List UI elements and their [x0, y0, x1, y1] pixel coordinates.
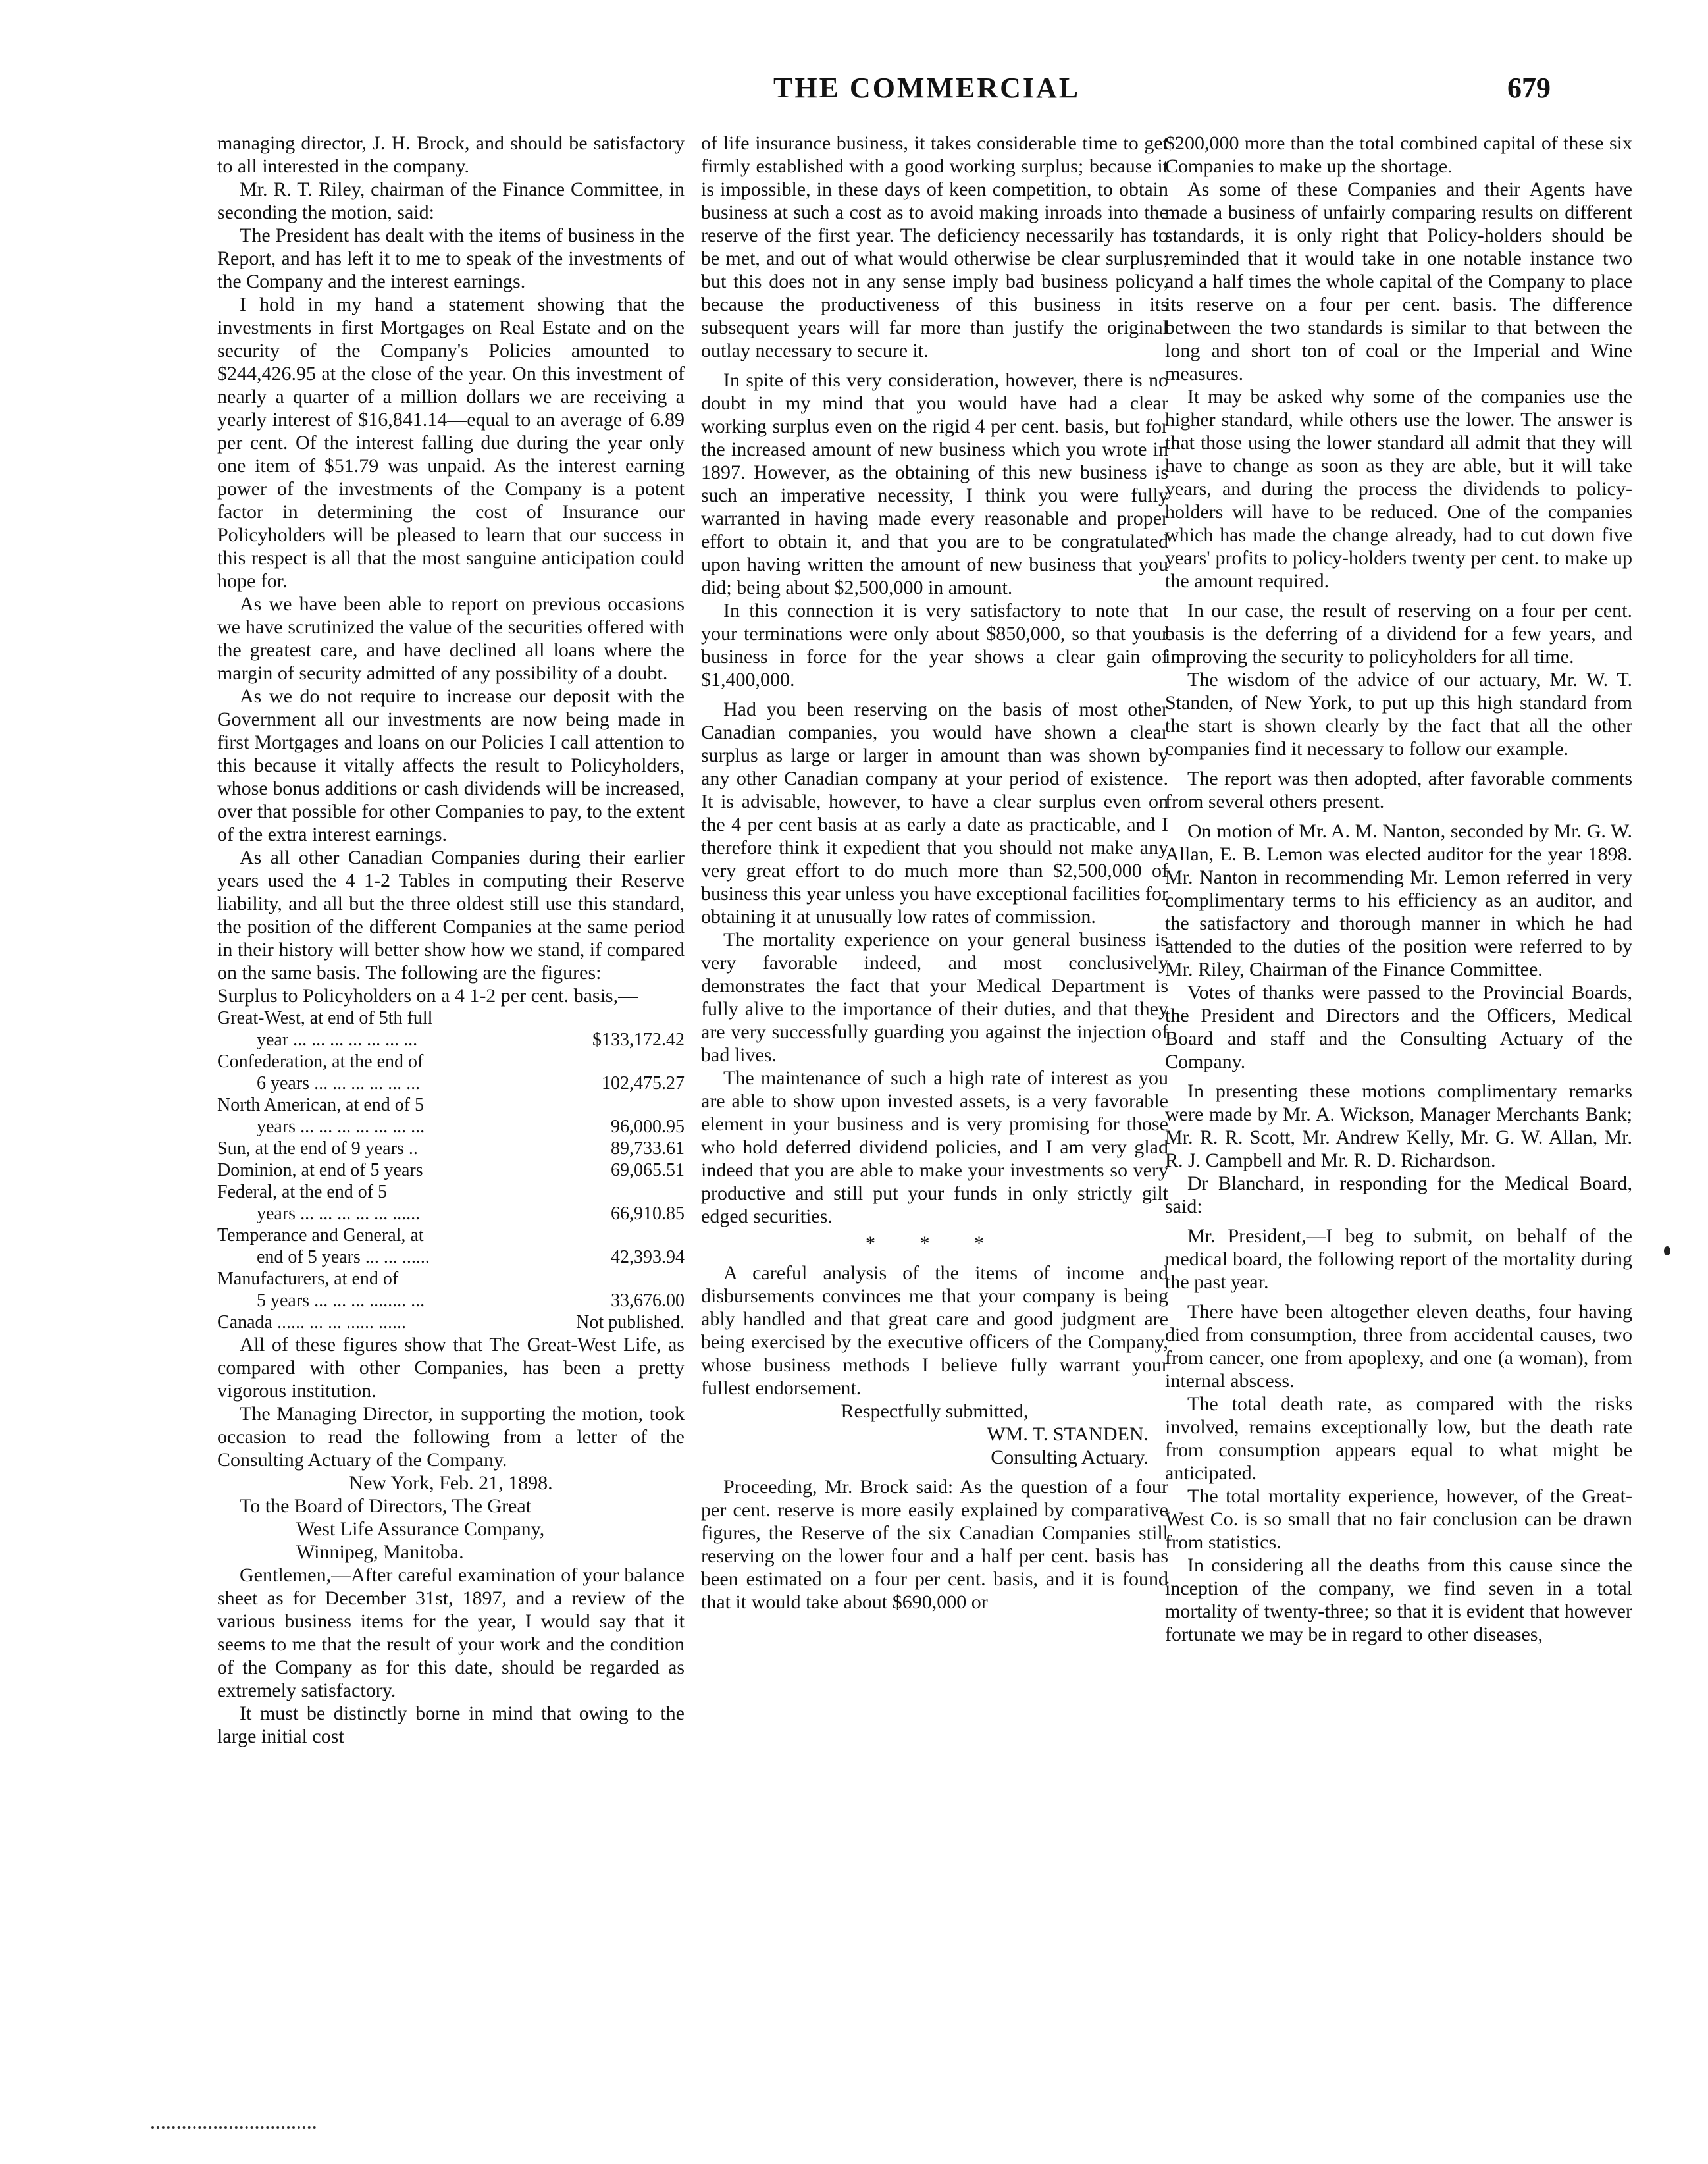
paragraph: In considering all the deaths from this cause since the inception of the company, we find seven in a total mortality of twenty-three; so that it is evident that however fortunate we may be in regard to other diseases,	[1165, 1554, 1632, 1645]
column-2	[701, 132, 1168, 2100]
paragraph: On motion of Mr. A. M. Nanton, seconded by Mr. G. W. Allan, E. B. Lemon was elected auditor for the year 1898. Mr. Nanton in recommending Mr. Lemon referred in very complimentary terms to his efficiency as an auditor, and the satisfactory and thorough manner in which he had attended to the duties of the position were referred to by Mr. Riley, Chairman of the Finance Committee.	[1165, 820, 1632, 980]
paragraph: Had you been reserving on the basis of most other Canadian companies, you would have shown a clear surplus as large or larger in amount than was shown by any other Canadian company at your period of existence. It is advisable, however, to have a clear surplus even on the 4 per cent basis at as early a date as practicable, and I therefore think it expedient that you should not make any very great effort to do much more than $2,500,000 of business this year unless you have exceptional facilities for obtaining it at unusually low rates of commission.	[701, 699, 1168, 928]
table-row	[217, 1072, 685, 1094]
paragraph: The President has dealt with the items of business in the Report, and has left it to me to speak of the investments of the Company and the interest earnings.	[217, 224, 685, 292]
paragraph: Mr. President,—I beg to submit, on behalf of the medical board, the following report of the mortality during the past year.	[1165, 1225, 1632, 1293]
paragraph: In our case, the result of reserving on a four per cent. basis is the deferring of a dividend for a few years, and improving the security to policyholders for all time.	[1165, 600, 1632, 668]
surplus-table-intro: Surplus to Policyholders on a 4 1-2 per cent. basis,—	[217, 985, 638, 1007]
column-1	[217, 132, 685, 2100]
paragraph: The Managing Director, in supporting the motion, took occasion to read the following from a letter of the Consulting Actuary of the Company.	[217, 1403, 685, 1471]
table-row-label: year ... ... ... ... ... ... ...	[257, 1030, 418, 1050]
table-row-amount: 69,065.51	[611, 1160, 685, 1180]
paragraph: Proceeding, Mr. Brock said: As the question of a four per cent. reserve is more easily explained by comparative figures, the Reserve of the six Canadian Companies still reserving on the lower four and a half per cent. basis has been estimated on a four per cent. basis, and it is found that it would take about $690,000 or	[701, 1476, 1168, 1613]
table-row	[217, 1138, 685, 1159]
paragraph: The total mortality experience, however, of the Great-West Co. is so small that no fair conclusion can be drawn from statistics.	[1165, 1485, 1632, 1553]
publication-title: THE COMMERCIAL	[773, 72, 1081, 104]
table-row	[217, 1181, 685, 1203]
paragraph: Gentlemen,—After careful examination of your balance sheet as for December 31st, 1897, and a review of the various business items for the year, I would say that it seems to me that the result of your work and the condition of the Company as for this date, should be regarded as extremely satisfactory.	[217, 1564, 685, 1701]
paragraph: All of these figures show that The Great-West Life, as compared with other Companies, has been a pretty vigorous institution.	[217, 1334, 685, 1402]
table-row-amount: Not published.	[576, 1312, 685, 1333]
table-row-label: Federal, at the end of 5	[217, 1182, 388, 1202]
paragraph: Mr. R. T. Riley, chairman of the Finance Committee, in seconding the motion, said:	[217, 178, 685, 223]
table-row-label: Great-West, at end of 5th full	[217, 1008, 433, 1028]
paragraph: In spite of this very consideration, however, there is no doubt in my mind that you would have had a clear working surplus even on the rigid 4 per cent. basis, but for the increased amount of new business which you wrote in 1897. However, as the obtaining of this new business is such an imperative necessity, I think you were fully warranted in having made every reasonable and proper effort to obtain it, and that you are to be congratulated upon having written the amount of new business that you did; being about $2,500,000 in amount.	[701, 369, 1168, 598]
table-row	[217, 1159, 685, 1181]
table-row	[217, 1290, 685, 1311]
table-row-label: Sun, at the end of 9 years ..	[217, 1138, 418, 1159]
paragraph: As we do not require to increase our deposit with the Government all our investments are now being made in first Mortgages and loans on our Policies I call attention to this because it vitally affects the result to Policyholders, whose bonus additions or cash dividends will be increased, over that possible for other Companies to pay, to the extent of the extra interest earnings.	[217, 685, 685, 845]
letter-address: To the Board of Directors, The Great	[240, 1495, 532, 1517]
page-number: 679	[1507, 72, 1551, 104]
table-row	[217, 1203, 685, 1225]
surplus-table-rows	[217, 1007, 685, 1333]
table-row-label: end of 5 years ... ... ......	[257, 1247, 430, 1267]
signature-name: WM. T. STANDEN.	[987, 1423, 1149, 1445]
paragraph: Votes of thanks were passed to the Provincial Boards, the President and Directors and the Officers, Medical Board and staff and the Consulting Actuary of the Company.	[1165, 982, 1632, 1072]
paragraph: Dr Blanchard, in responding for the Medical Board, said:	[1165, 1173, 1632, 1217]
table-row-amount: 33,676.00	[611, 1290, 685, 1311]
letter-address: Winnipeg, Manitoba.	[296, 1541, 464, 1563]
table-row	[217, 1116, 685, 1138]
table-row-label: years ... ... ... ... ... ... ...	[257, 1117, 425, 1137]
table-row	[217, 1029, 685, 1051]
table-row	[217, 1246, 685, 1268]
signature-title: Consulting Actuary.	[991, 1446, 1149, 1468]
paragraph: managing director, J. H. Brock, and should be satisfactory to all interested in the company.	[217, 132, 685, 177]
paragraph: The wisdom of the advice of our actuary, Mr. W. T. Standen, of New York, to put up this high standard from the start is shown clearly by the fact that all the other companies find it necessary to follow our example.	[1165, 669, 1632, 760]
section-break-stars: * * *	[866, 1232, 1004, 1254]
paragraph: There have been altogether eleven deaths, four having died from consumption, three from accidental causes, two from cancer, one from apoplexy, and one (a woman), from internal abscess.	[1165, 1301, 1632, 1392]
table-row-label: Confederation, at the end of	[217, 1051, 424, 1072]
letter-dateline: New York, Feb. 21, 1898.	[349, 1472, 553, 1494]
table-row-amount: 89,733.61	[611, 1138, 685, 1159]
paragraph: $200,000 more than the total combined capital of these six Companies to make up the shortage.	[1165, 132, 1632, 177]
paragraph: The mortality experience on your general business is very favorable indeed, and most conclusively demonstrates the fact that your Medical Department is fully alive to the importance of their duties, and that they are very successfully guarding you against the injection of bad lives.	[701, 929, 1168, 1066]
table-row	[217, 1268, 685, 1290]
table-row-label: 6 years ... ... ... ... ... ...	[257, 1073, 421, 1094]
table-row	[217, 1007, 685, 1029]
paragraph: As some of these Companies and their Agents have made a business of unfairly comparing results on different standards, it is only right that Policy-holders should be reminded that it would take in one notable instance two and a half times the whole capital of the Company to place its reserve on a four per cent. basis. The difference between the two standards is similar to that between the long and short ton of coal or the Imperial and Wine measures.	[1165, 178, 1632, 384]
table-row-label: Dominion, at end of 5 years	[217, 1160, 423, 1180]
table-row-label: Temperance and General, at	[217, 1225, 424, 1246]
paragraph: The maintenance of such a high rate of interest as you are able to show upon invested assets, is a very favorable element in your business and is very promising for those who hold deferred dividend policies, and I am very glad indeed that you are able to make your investments so very productive and still put your funds in only strictly gilt edged securities.	[701, 1067, 1168, 1227]
table-row-label: Canada ...... ... ... ...... ......	[217, 1312, 406, 1333]
paragraph: In presenting these motions complimentary remarks were made by Mr. A. Wickson, Manager Merchants Bank; Mr. R. R. Scott, Mr. Andrew Kelly, Mr. G. W. Allan, Mr. R. J. Campbell and Mr. R. D. Richardson.	[1165, 1080, 1632, 1171]
paragraph: It must be distinctly borne in mind that owing to the large initial cost	[217, 1702, 685, 1747]
letter-address: West Life Assurance Company,	[296, 1518, 545, 1540]
table-row-amount: 66,910.85	[611, 1203, 685, 1224]
table-row-label: Manufacturers, at end of	[217, 1269, 399, 1289]
table-row-amount: 96,000.95	[611, 1117, 685, 1137]
paragraph: The report was then adopted, after favorable comments from several others present.	[1165, 768, 1632, 812]
paragraph: As all other Canadian Companies during their earlier years used the 4 1-2 Tables in computing their Reserve liability, and all but the three oldest still use this standard, the position of the different Companies at the same period in their history will better show how we stand, if compared on the same basis. The following are the figures:	[217, 847, 685, 984]
table-row-label: North American, at end of 5	[217, 1095, 425, 1115]
paragraph: of life insurance business, it takes considerable time to get firmly established with a good working surplus; because it is impossible, in these days of keen competition, to obtain business at such a cost as to avoid making inroads into the reserve of the first year. The deficiency necessarily has to be met, and out of what would otherwise be clear surplus; but this does not in any sense imply bad business policy, because the productiveness of this business in its subsequent years will far more than justify the original outlay necessary to secure it.	[701, 132, 1168, 361]
table-row-label: years ... ... ... ... ... ......	[257, 1203, 421, 1224]
table-row-amount: 42,393.94	[611, 1247, 685, 1267]
paragraph: A careful analysis of the items of income and disbursements convinces me that your company is being ably handled and that great care and good judgment are being exercised by the executive officers of the Company, whose business methods I believe fully warrant your fullest endorsement.	[701, 1262, 1168, 1399]
paragraph: I hold in my hand a statement showing that the investments in first Mortgages on Real Estate and on the security of the Company's Policies amounted to $244,426.95 at the close of the year. On this investment of nearly a quarter of a million dollars we are receiving a yearly interest of $16,841.14—equal to an average of 6.89 per cent. Of the interest falling due during the year only one item of $51.79 was unpaid. As the interest earning power of the investments of the Company is a potent factor in determining the cost of Insurance our Policyholders will be pleased to learn that our success in this respect is all that the most sanguine anticipation could hope for.	[217, 294, 685, 592]
scan-artifact-mark	[151, 2126, 316, 2140]
table-row	[217, 1225, 685, 1246]
page-header	[0, 71, 1708, 111]
table-row-amount: $133,172.42	[592, 1030, 685, 1050]
surplus-table	[217, 984, 685, 1333]
table-row	[217, 1051, 685, 1072]
table-row-label: 5 years ... ... ... ........ ...	[257, 1290, 425, 1311]
column-3	[1165, 132, 1632, 2100]
paragraph: In this connection it is very satisfactory to note that your terminations were only about $850,000, so that your business in force for the year shows a clear gain of $1,400,000.	[701, 600, 1168, 691]
paragraph: The total death rate, as compared with the risks involved, remains exceptionally low, but the death rate from consumption appears equal to what might be anticipated.	[1165, 1393, 1632, 1484]
table-row	[217, 1094, 685, 1116]
paragraph: It may be asked why some of the companies use the higher standard, while others use the lower. The answer is that those using the lower standard all admit that they will have to change as soon as they are able, but it will take years, and during the process the dividends to policy-holders will have to be reduced. One of the companies which has made the change already, had to cut down five years' profits to policy-holders twenty per cent. to make up the amount required.	[1165, 386, 1632, 592]
paragraph: As we have been able to report on previous occasions we have scrutinized the value of the securities offered with the greatest care, and have declined all loans where the margin of security admitted of any possibility of a doubt.	[217, 593, 685, 684]
table-row-amount: 102,475.27	[602, 1073, 685, 1094]
table-row	[217, 1311, 685, 1333]
margin-ink-dot	[1664, 1246, 1670, 1255]
letter-closing: Respectfully submitted,	[841, 1400, 1029, 1422]
